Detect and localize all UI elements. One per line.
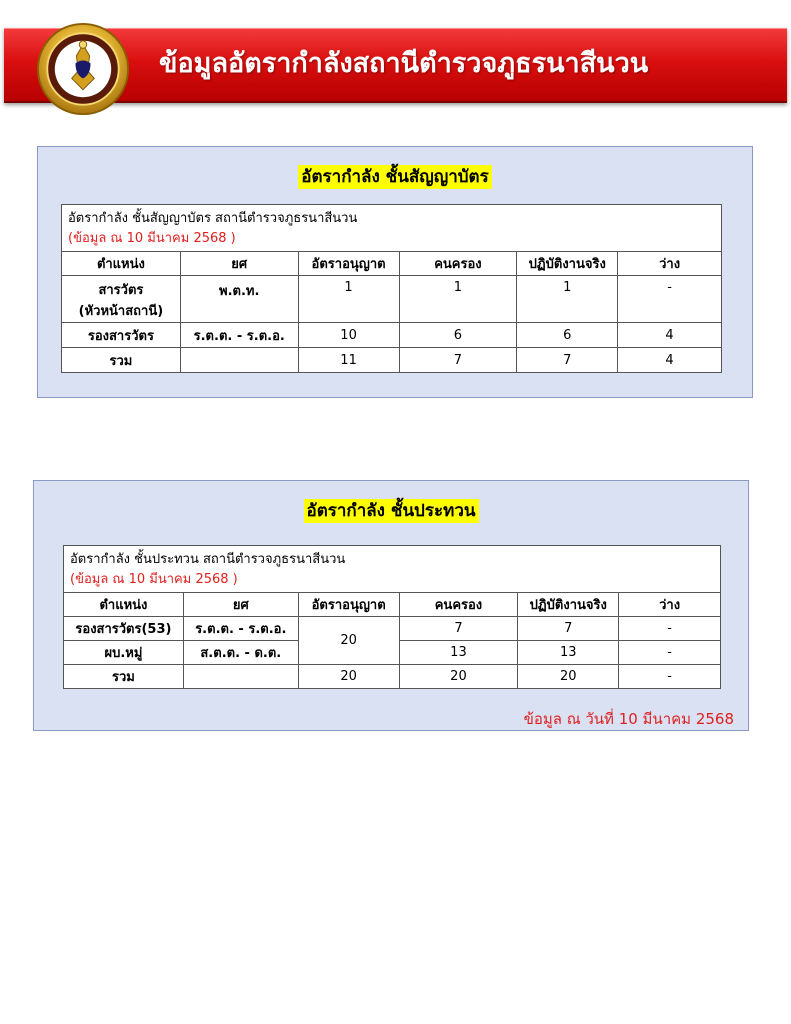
actual-cell: 6 — [517, 323, 618, 348]
table-caption-date: (ข้อมูล ณ 10 มีนาคม 2568 ) — [70, 572, 238, 587]
rank-cell: พ.ต.ท. — [180, 276, 298, 323]
section-title: อัตรากำลัง ชั้นสัญญาบัตร — [298, 165, 491, 189]
total-row — [64, 665, 721, 689]
total-held: 7 — [399, 348, 517, 373]
column-header: ว่าง — [618, 252, 722, 276]
table-caption-date: (ข้อมูล ณ 10 มีนาคม 2568 ) — [68, 231, 236, 246]
vacant-cell: - — [618, 276, 722, 323]
position-cell: รองสารวัตร(53) — [64, 617, 184, 641]
table-row — [64, 617, 721, 641]
total-allowed: 20 — [298, 665, 399, 689]
police-emblem-icon — [36, 22, 130, 116]
held-cell: 6 — [399, 323, 517, 348]
total-allowed: 11 — [298, 348, 399, 373]
column-header: ว่าง — [619, 593, 721, 617]
column-header: ยศ — [180, 252, 298, 276]
held-cell: 7 — [399, 617, 518, 641]
page-title: ข้อมูลอัตรากำลังสถานีตำรวจภูธรนาสีนวน — [159, 48, 649, 79]
total-label: รวม — [62, 348, 181, 373]
section-title: อัตรากำลัง ชั้นประทวน — [304, 499, 479, 523]
position-cell: รองสารวัตร — [62, 323, 181, 348]
commissioned-officers-panel — [37, 146, 753, 398]
column-header: อัตราอนุญาต — [298, 593, 399, 617]
column-header: ตำแหน่ง — [64, 593, 184, 617]
held-cell: 13 — [399, 641, 518, 665]
table-row — [62, 276, 722, 323]
total-vacant: - — [619, 665, 721, 689]
actual-cell: 13 — [518, 641, 619, 665]
non-commissioned-officers-panel — [33, 480, 749, 731]
allowed-cell: 1 — [298, 276, 399, 323]
non-commissioned-officers-table — [63, 545, 721, 689]
total-row — [62, 348, 722, 373]
column-header: คนครอง — [399, 252, 517, 276]
table-row — [62, 323, 722, 348]
table-caption: อัตรากำลัง ชั้นสัญญาบัตร สถานีตำรวจภูธรนาสีนวน — [68, 211, 358, 226]
rank-cell: ส.ต.ต. - ด.ต. — [183, 641, 298, 665]
column-header: ตำแหน่ง — [62, 252, 181, 276]
vacant-cell: - — [619, 641, 721, 665]
vacant-cell: 4 — [618, 323, 722, 348]
column-header: ปฏิบัติงานจริง — [518, 593, 619, 617]
actual-cell: 1 — [517, 276, 618, 323]
commissioned-officers-table — [61, 204, 722, 373]
allowed-cell-merged: 20 — [298, 617, 399, 665]
table-caption: อัตรากำลัง ชั้นประทวน สถานีตำรวจภูธรนาสีนวน — [70, 552, 346, 567]
position-cell: ผบ.หมู่ — [64, 641, 184, 665]
column-header: ปฏิบัติงานจริง — [517, 252, 618, 276]
column-header: ยศ — [183, 593, 298, 617]
allowed-cell: 10 — [298, 323, 399, 348]
position-cell: สารวัตร — [98, 283, 144, 298]
column-header: คนครอง — [399, 593, 518, 617]
total-actual: 20 — [518, 665, 619, 689]
column-header: อัตราอนุญาต — [298, 252, 399, 276]
position-cell-sub: (หัวหน้าสถานี) — [78, 304, 164, 319]
rank-cell: ร.ต.ต. - ร.ต.อ. — [180, 323, 298, 348]
vacant-cell: - — [619, 617, 721, 641]
held-cell: 1 — [399, 276, 517, 323]
actual-cell: 7 — [518, 617, 619, 641]
data-date-note: ข้อมูล ณ วันที่ 10 มีนาคม 2568 — [523, 710, 734, 728]
total-label: รวม — [64, 665, 184, 689]
total-vacant: 4 — [618, 348, 722, 373]
rank-cell: ร.ต.ต. - ร.ต.อ. — [183, 617, 298, 641]
total-actual: 7 — [517, 348, 618, 373]
total-held: 20 — [399, 665, 518, 689]
